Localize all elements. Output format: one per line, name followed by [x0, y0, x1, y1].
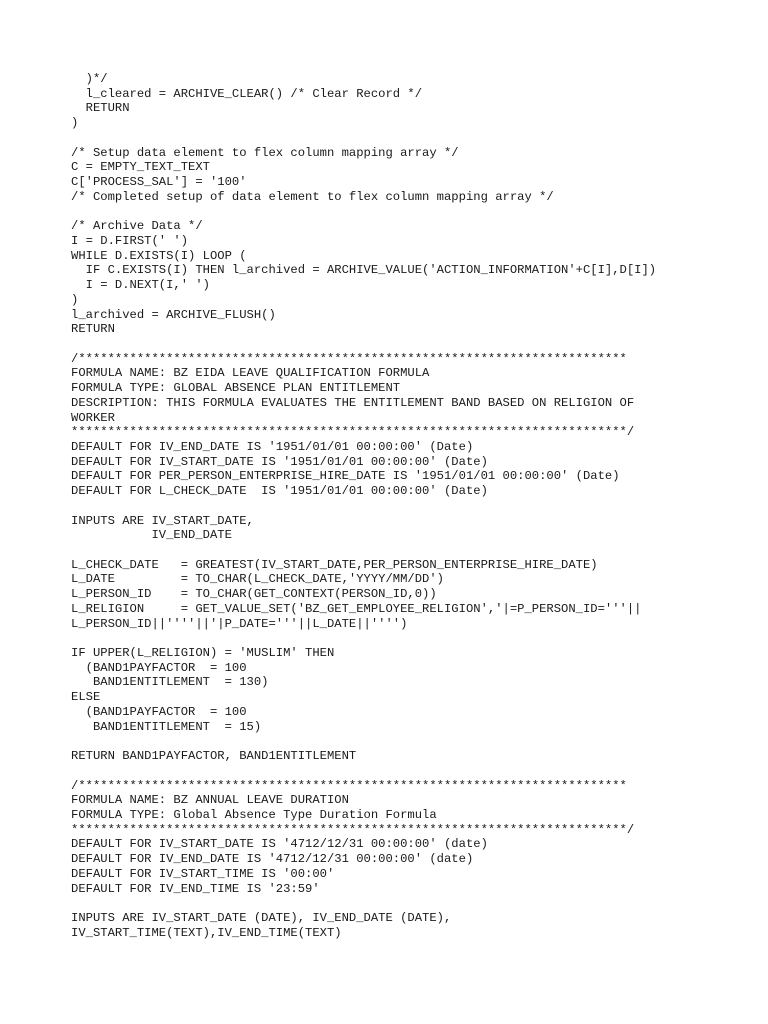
- code-line: IV_END_DATE: [71, 528, 232, 543]
- code-line: [71, 896, 761, 911]
- code-line: BAND1ENTITLEMENT = 130): [71, 675, 269, 690]
- code-line: RETURN: [71, 101, 130, 116]
- code-line: /* Archive Data */: [71, 219, 203, 234]
- code-line: /* Completed setup of data element to flex column mapping array */: [71, 189, 554, 204]
- code-line: [71, 337, 761, 352]
- code-line: IV_START_TIME(TEXT),IV_END_TIME(TEXT): [71, 925, 342, 940]
- code-line: DEFAULT FOR IV_START_DATE IS '1951/01/01 00:00:00' (Date): [71, 454, 488, 469]
- code-line: ****************************************************************************/: [71, 425, 635, 440]
- code-line: L_PERSON_ID||''''||'|P_DATE='''||L_DATE||''''): [71, 616, 408, 631]
- code-line: L_CHECK_DATE = GREATEST(IV_START_DATE,PER_PERSON_ENTERPRISE_HIRE_DATE): [71, 557, 598, 572]
- code-line: [71, 764, 761, 779]
- code-line: [71, 734, 761, 749]
- code-line: L_RELIGION = GET_VALUE_SET('BZ_GET_EMPLOYEE_RELIGION','|=P_PERSON_ID='''||: [71, 601, 642, 616]
- code-line: I = D.NEXT(I,' '): [71, 278, 210, 293]
- code-line: RETURN: [71, 322, 115, 337]
- code-line: /***************************************************************************: [71, 351, 627, 366]
- code-line: ): [71, 292, 79, 307]
- code-line: DEFAULT FOR L_CHECK_DATE IS '1951/01/01 00:00:00' (Date): [71, 484, 488, 499]
- code-line: RETURN BAND1PAYFACTOR, BAND1ENTITLEMENT: [71, 749, 357, 764]
- code-line: IF C.EXISTS(I) THEN l_archived = ARCHIVE_VALUE('ACTION_INFORMATION'+C[I],D[I]): [71, 263, 657, 278]
- code-line: INPUTS ARE IV_START_DATE (DATE), IV_END_DATE (DATE),: [71, 910, 452, 925]
- code-line: DEFAULT FOR IV_END_TIME IS '23:59': [71, 881, 320, 896]
- code-line: ELSE: [71, 690, 101, 705]
- code-line: [71, 204, 761, 219]
- code-line: FORMULA TYPE: GLOBAL ABSENCE PLAN ENTITLEMENT: [71, 381, 401, 396]
- code-line: (BAND1PAYFACTOR = 100: [71, 660, 247, 675]
- code-line: BAND1ENTITLEMENT = 15): [71, 719, 262, 734]
- code-line: DEFAULT FOR IV_START_DATE IS '4712/12/31 00:00:00' (date): [71, 837, 488, 852]
- code-line: /* Setup data element to flex column mapping array */: [71, 145, 459, 160]
- code-line: ****************************************************************************/: [71, 822, 635, 837]
- code-line: I = D.FIRST(' '): [71, 233, 189, 248]
- code-line: )*/: [71, 72, 108, 86]
- code-line: DEFAULT FOR PER_PERSON_ENTERPRISE_HIRE_DATE IS '1951/01/01 00:00:00' (Date): [71, 469, 620, 484]
- code-line: [71, 131, 761, 146]
- code-line: WHILE D.EXISTS(I) LOOP (: [71, 248, 247, 263]
- code-line: C = EMPTY_TEXT_TEXT: [71, 160, 210, 175]
- code-line: l_cleared = ARCHIVE_CLEAR() /* Clear Record */: [71, 86, 423, 101]
- code-line: INPUTS ARE IV_START_DATE,: [71, 513, 254, 528]
- code-line: DESCRIPTION: THIS FORMULA EVALUATES THE ENTITLEMENT BAND BASED ON RELIGION OF: [71, 395, 635, 410]
- code-line: C['PROCESS_SAL'] = '100': [71, 175, 247, 190]
- code-line: FORMULA TYPE: Global Absence Type Duration Formula: [71, 807, 437, 822]
- code-line: FORMULA NAME: BZ EIDA LEAVE QUALIFICATION FORMULA: [71, 366, 430, 381]
- code-line: DEFAULT FOR IV_END_DATE IS '1951/01/01 00:00:00' (Date): [71, 439, 474, 454]
- code-line: l_archived = ARCHIVE_FLUSH(): [71, 307, 276, 322]
- code-line: L_PERSON_ID = TO_CHAR(GET_CONTEXT(PERSON_ID,0)): [71, 587, 437, 602]
- code-line: ): [71, 116, 79, 131]
- code-line: (BAND1PAYFACTOR = 100: [71, 704, 247, 719]
- code-line: /***************************************************************************: [71, 778, 627, 793]
- code-line: [71, 499, 761, 514]
- code-line: L_DATE = TO_CHAR(L_CHECK_DATE,'YYYY/MM/DD'): [71, 572, 444, 587]
- code-listing: [71, 72, 761, 940]
- code-line: DEFAULT FOR IV_START_TIME IS '00:00': [71, 866, 335, 881]
- code-line: [71, 543, 761, 558]
- code-line: WORKER: [71, 410, 115, 425]
- code-line: DEFAULT FOR IV_END_DATE IS '4712/12/31 00:00:00' (date): [71, 852, 474, 867]
- code-line: FORMULA NAME: BZ ANNUAL LEAVE DURATION: [71, 793, 349, 808]
- code-line: IF UPPER(L_RELIGION) = 'MUSLIM' THEN: [71, 646, 335, 661]
- code-line: [71, 631, 761, 646]
